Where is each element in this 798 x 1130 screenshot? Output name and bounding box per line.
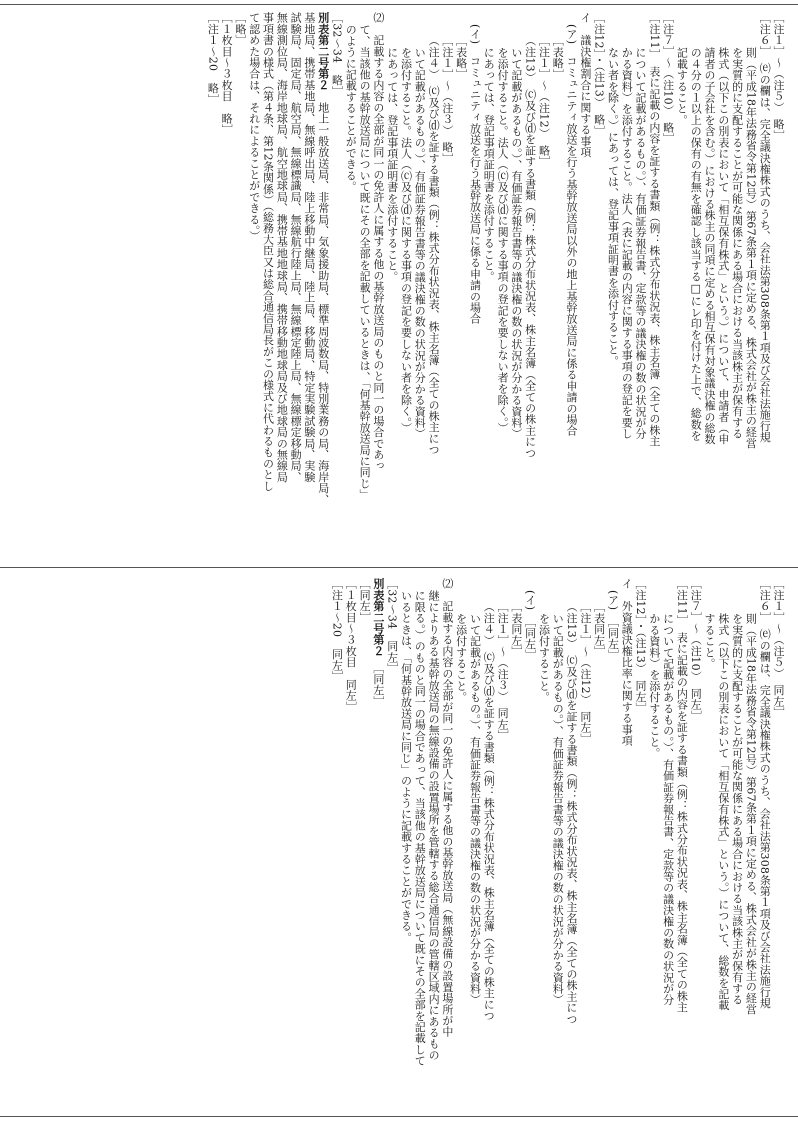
bottom-text-line: イ 外資議決権比率に関する事項	[620, 578, 634, 746]
top-text-line: ［１枚目～３枚目 略］	[220, 12, 234, 136]
top-text-line: イ 議決権割合に関する事項	[578, 12, 592, 158]
bottom-text-line: いて記載があるもの。）、有価証券報告書等の議決権の数の状況が分かる資料）	[468, 612, 482, 1005]
top-text-line: ⑵ 記載する内容の全部が同一の免許人に属する他の基幹放送局のものと同一の場合であっ	[371, 12, 385, 472]
bottom-text-line: かる資料）を添付すること。	[647, 612, 661, 759]
bottom-text-line: いて記載があるもの。）、有価証券報告書等の議決権の数の状況が分かる資料）	[551, 612, 565, 1005]
top-text-line: かる資料）を添付すること。法人（表に記載の内容に関する事項の登記を要し	[620, 46, 634, 439]
top-text-line: 則（平成18年法務省令第12号）第67条第１項に定める、株式会社が株主の経営	[744, 46, 758, 449]
bottom-border	[0, 1116, 798, 1117]
bottom-text-line: ［表同左］	[509, 601, 523, 658]
bottom-text-line: ［表同左］	[592, 601, 606, 658]
top-border	[0, 4, 798, 5]
bottom-text-line: ［注１～20 同左］	[330, 578, 344, 682]
top-text-line: （注４） ⒞及び⒟を証する書類（例：株式分布状況表、株主名簿（全ての株主につ	[427, 35, 441, 456]
top-text-line: (イ) コミュニティ放送を行う基幹放送局に係る申請の場合	[468, 23, 482, 324]
top-text-line: について記載があるもの。）、有価証券報告書、定款等の議決権の数の状況が分	[634, 46, 648, 439]
section-heading-rest: 地上一般放送局、非常局、気象援助局、標準周波数局、特別業務の局、海岸局、	[316, 90, 330, 505]
top-text-line: ［注６］ ⒠の欄は、完全議決権株式のうち、会社法第308条第１項及び会社法施行規	[758, 12, 772, 443]
bottom-text-line: ［１枚目～３枚目 同左］	[344, 578, 358, 713]
top-text-line: 株式（以下この別表において「相互保有株式」という。）について、申請者（申	[716, 46, 730, 445]
top-text-line: ［表略］	[551, 35, 565, 80]
top-text-line: ない者を除く。）にあっては、登記事項証明書を添付すること。	[606, 46, 620, 366]
top-text-line: （注13） ⒞及び⒟を証する書類（例：株式分布状況表、株主名簿（全ての株主につ	[523, 35, 537, 459]
top-text-line: ［注１］～（注３） 略］	[440, 35, 454, 164]
amended-text-panel	[20, 12, 785, 552]
section-heading: 別表第二号第２	[371, 578, 385, 657]
bottom-text-line: ［注12］・（注13） 同左］	[634, 578, 648, 714]
top-text-line: 事項書の様式（第４条、第12条関係）（総務大臣又は総合通信局長がこの様式に代わるものとし	[261, 12, 275, 492]
top-text-line: て、当該他の基幹放送局について既にその全部を記載しているときは、「何基幹放送局に同じ」	[358, 23, 372, 500]
top-text-line: を実質的に支配することが可能な関係にある場合における当該株主が保有する	[730, 46, 744, 439]
top-text-line: の４分の１以上の保有の有無を確認し該当する□にレ印を付けた上で、総数を	[689, 46, 703, 441]
bottom-text-line	[371, 578, 385, 1108]
bottom-text-line: に限る。）のものと同一の場合であって、当該他の基幹放送局について既にその全部を記載して	[413, 589, 427, 1066]
bottom-text-line: を添付すること。	[454, 612, 468, 703]
top-text-line: ［略］	[233, 12, 247, 46]
top-text-line: にあっては、登記事項証明書を添付すること。	[385, 46, 399, 282]
bottom-text-line: ［注１］～（注５） 同左］	[772, 578, 785, 719]
bottom-text-line: について記載があるもの。）、有価証券報告書、定款等の議決権の数の状況が分	[661, 612, 675, 1005]
bottom-text-line: ［注１］～（注12） 同左］	[578, 601, 592, 745]
section-heading: 別表第二号第２	[316, 12, 330, 91]
top-text-line: (ア) コミュニティ放送を行う基幹放送局以外の地上基幹放送局に係る申請の場合	[565, 23, 579, 436]
top-text-line: ［注11］ 表に記載の内容を証する書類（例：株式分布状況表、株主名簿（全ての株主	[647, 12, 661, 447]
bottom-text-line: (イ) ［同左］	[523, 589, 537, 661]
bottom-text-line: ⑵ 記載する内容の全部が同一の免許人に属する他の基幹放送局（無線設備の設置場所が中	[440, 578, 454, 1038]
bottom-text-line: ［注７］～（注10） 同左］	[689, 578, 703, 722]
bottom-text-line: 株式（以下この別表において「相互保有株式」という。）について、総数を記載	[716, 612, 730, 1011]
top-text-line: いて記載があるもの。）、有価証券報告書等の議決権の数の状況が分かる資料）	[413, 46, 427, 439]
bottom-text-line: すること。	[703, 612, 717, 669]
bottom-text-line: 継によりある基幹放送局の無線設備の設置場所を管轄する総合通信局の管轄区域内にあるもの	[427, 589, 441, 1060]
bottom-text-line: を添付すること。	[537, 612, 551, 703]
top-text-line: 試験局、固定局、航空局、無線標識局、無線航行陸上局、無線標定陸上局、無線標定移動局、	[289, 12, 303, 483]
bottom-text-line: ［32～34 同左］	[385, 578, 399, 674]
top-text-line: ［表略］	[454, 35, 468, 80]
top-text-line: ［注７］～（注10） 略］	[661, 12, 675, 145]
section-heading-rest: ［同左］	[371, 656, 385, 707]
top-text-line: ［注１］～（注12） 略］	[537, 35, 551, 168]
top-text-line: ［注１～20 略］	[206, 12, 220, 105]
bottom-text-line: ［同左］	[358, 578, 372, 623]
bottom-text-line: ［注６］ ⒠の欄は、完全議決権株式のうち、会社法第308条第１項及び会社法施行規	[758, 578, 772, 1009]
bottom-text-line: 則（平成18年法務省令第12号）第67条第１項に定める、株式会社が株主の経営	[744, 612, 758, 1015]
top-text-line: て認めた場合は、それによることができる。）	[247, 12, 261, 242]
top-text-line: いて記載があるもの。）、有価証券報告書等の議決権の数の状況が分かる資料）	[509, 46, 523, 439]
top-text-line: ［32～34 略］	[330, 12, 344, 97]
bottom-text-line: を実質的に支配することが可能な関係にある場合における当該株主が保有する	[730, 612, 744, 1005]
top-text-line: 基地局、携帯基地局、無線呼出局、陸上移動中継局、陸上局、移動局、特定実験試験局、実験	[302, 12, 316, 483]
bottom-text-line: (ア) ［同左］	[606, 589, 620, 661]
top-text-line: のように記載することができる。	[344, 23, 358, 192]
bottom-text-line: ［注11］ 表に記載の内容を証する書類（例：株式分布状況表、株主名簿（全ての株主	[675, 578, 689, 1013]
bottom-text-line: （注４） ⒞及び⒟を証する書類（例：株式分布状況表、株主名簿（全ての株主につ	[482, 601, 496, 1022]
top-text-line: ［注１］～（注５） 略］	[772, 12, 785, 141]
top-text-line: 無線測位局、海岸地球局、航空地球局、携帯基地地球局、携帯移動地球局及び地球局の無線局	[275, 12, 289, 483]
bottom-text-line: ［注１］～（注３） 同左］	[496, 601, 510, 742]
top-text-line: 記載すること。	[675, 46, 689, 126]
top-text-line: にあっては、登記事項証明書を添付すること。	[482, 46, 496, 282]
top-text-line: を添付すること。法人（⒞及び⒟に関する事項の登記を要しない者を除く。）	[496, 46, 510, 434]
bottom-text-line: （注13） ⒞及び⒟を証する書類（例：株式分布状況表、株主名簿（全ての株主につ	[565, 601, 579, 1025]
top-text-line: を添付すること。法人（⒞及び⒟に関する事項の登記を要しない者を除く。）	[399, 46, 413, 434]
middle-divider	[0, 567, 798, 568]
bottom-text-line: いるときは、「何基幹放送局に同じ」のように記載することができる。	[399, 589, 413, 943]
top-text-line: ［注12］・（注13） 略］	[592, 12, 606, 137]
top-text-line: 請者の子会社を含む。）における株主の同項に定める相互保有対象議決権の総数	[703, 46, 717, 445]
original-text-panel	[20, 578, 785, 1108]
top-text-line	[316, 12, 330, 552]
